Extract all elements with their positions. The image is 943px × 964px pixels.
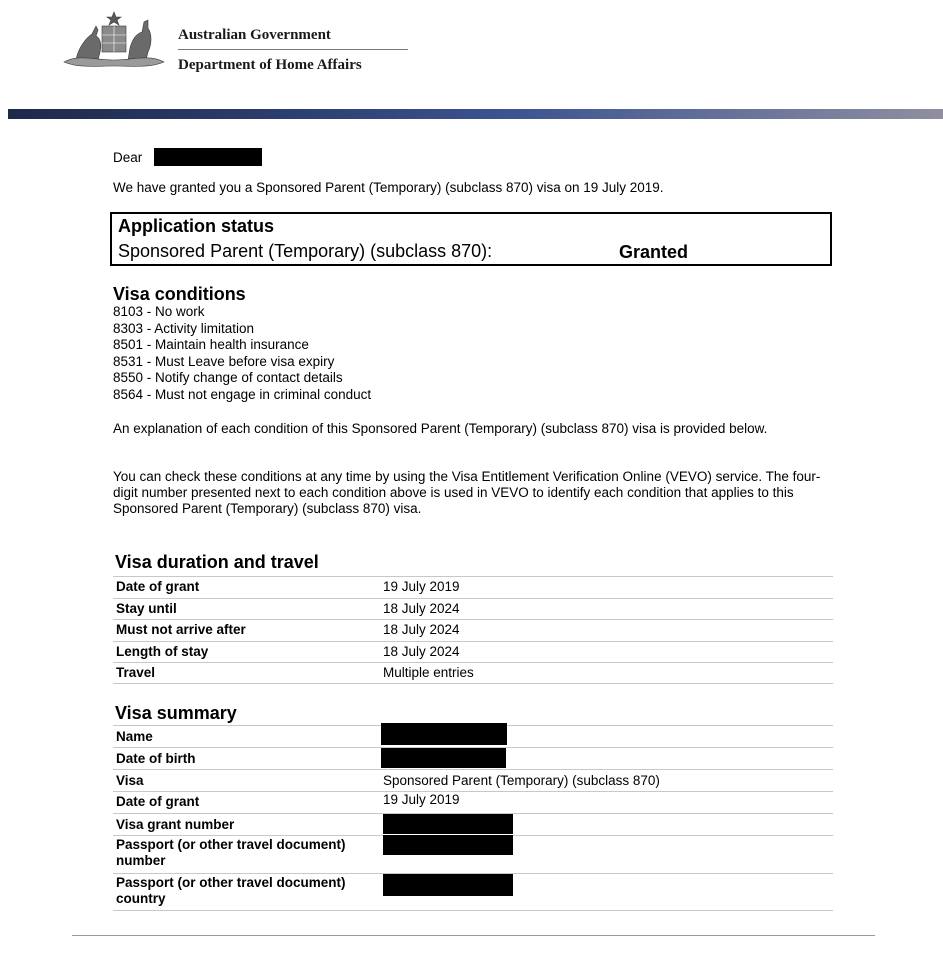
table-row: [113, 598, 833, 620]
row-value: Multiple entries: [383, 665, 474, 680]
header-divider: [178, 49, 408, 50]
table-row: [113, 873, 833, 911]
redacted-passport-country: [383, 874, 513, 896]
list-item: 8564 - Must not engage in criminal conduct: [113, 386, 372, 402]
table-row: [113, 747, 833, 769]
row-value: 19 July 2019: [383, 792, 460, 807]
status-visa-name: Sponsored Parent (Temporary) (subclass 870):: [118, 241, 493, 261]
row-label: Stay until: [116, 600, 177, 616]
row-value: 18 July 2024: [383, 622, 460, 637]
table-row: [113, 791, 833, 813]
row-label: Date of grant: [116, 794, 200, 809]
status-value: Granted: [619, 242, 689, 262]
coat-of-arms-icon: [58, 8, 170, 72]
row-value: Sponsored Parent (Temporary) (subclass 870): [383, 773, 660, 788]
row-label: Visa grant number: [116, 817, 235, 832]
footer-divider: [72, 935, 875, 936]
row-label: Visa: [116, 773, 144, 788]
government-name: Australian Government: [178, 27, 331, 43]
header-banner: [8, 109, 943, 119]
list-item: 8550 - Notify change of contact details: [113, 370, 343, 386]
conditions-explanation: An explanation of each condition of this Sponsored Parent (Temporary) (subclass 870) visa is provided below.: [113, 421, 768, 436]
table-row: [113, 662, 833, 684]
row-value: 18 July 2024: [383, 643, 460, 659]
conditions-list: [113, 304, 371, 404]
row-label: Name: [116, 729, 153, 744]
redacted-date-of-birth: [381, 748, 506, 768]
row-label: Must not arrive after: [116, 622, 246, 637]
table-row: [113, 641, 833, 663]
row-label: Date of grant: [116, 579, 200, 594]
duration-table: [113, 576, 833, 684]
grant-statement: We have granted you a Sponsored Parent (Temporary) (subclass 870) visa on 19 July 2019.: [113, 180, 664, 195]
redacted-recipient-name: [154, 148, 262, 166]
duration-heading: Visa duration and travel: [115, 552, 319, 572]
table-row: [113, 576, 833, 598]
redacted-visa-grant-number: [383, 814, 513, 834]
table-row: [113, 619, 833, 641]
table-row: [113, 769, 833, 791]
row-label: Length of stay: [116, 643, 209, 659]
list-item: 8501 - Maintain health insurance: [113, 337, 309, 353]
table-row: [113, 813, 833, 835]
row-label: Date of birth: [116, 751, 196, 766]
redacted-name: [381, 723, 507, 745]
table-row: [113, 835, 833, 873]
summary-heading: Visa summary: [115, 703, 237, 723]
table-row: [113, 725, 833, 747]
list-item: 8531 - Must Leave before visa expiry: [113, 353, 335, 369]
redacted-passport-number: [383, 835, 513, 855]
vevo-paragraph: You can check these conditions at any time by using the Visa Entitlement Verification Online (VEVO) service. The four-digit number presented next to each condition above is used in VEVO to identify each condition that applies to this Sponsored Parent (Temporary) (subclass 870) visa.: [113, 469, 821, 516]
row-label: Travel: [116, 665, 156, 680]
summary-table: [113, 725, 833, 911]
row-label: Passport (or other travel document) country: [116, 875, 346, 906]
list-item: 8103 - No work: [113, 304, 205, 319]
department-name: Department of Home Affairs: [178, 57, 362, 73]
conditions-heading: Visa conditions: [113, 284, 246, 304]
list-item: 8303 - Activity limitation: [113, 320, 255, 336]
salutation: Dear: [113, 150, 143, 165]
row-value: 19 July 2019: [383, 579, 460, 594]
row-value: 18 July 2024: [383, 600, 460, 616]
row-label: Passport (or other travel document) number: [116, 837, 346, 868]
status-heading: Application status: [118, 216, 275, 236]
